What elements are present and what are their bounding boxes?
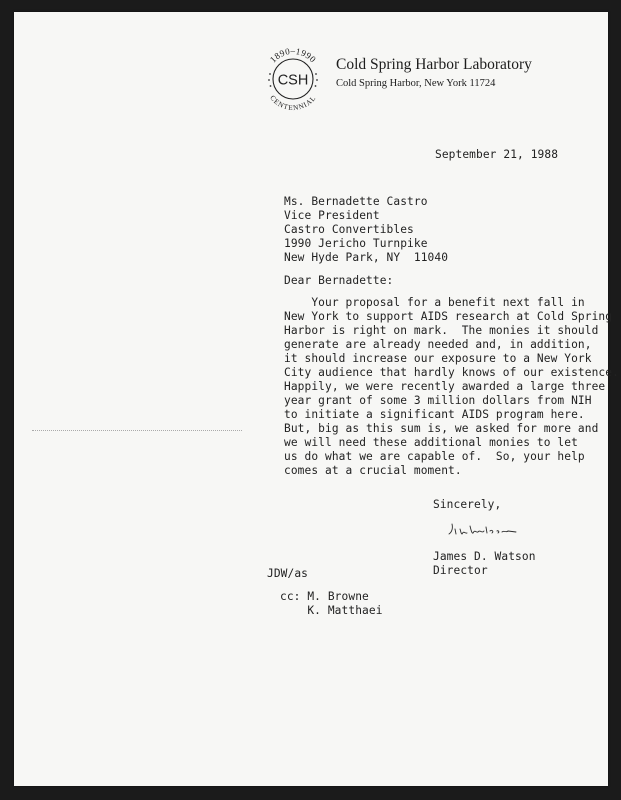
recipient-line: Ms. Bernadette Castro bbox=[284, 195, 428, 208]
cc-line: cc: M. Browne bbox=[280, 590, 369, 603]
body-line: to initiate a significant AIDS program here. bbox=[284, 408, 585, 421]
svg-text:1890–1990: 1890–1990 bbox=[267, 46, 319, 65]
body-line: it should increase our exposure to a New York bbox=[284, 352, 592, 365]
signer-name: James D. Watson bbox=[433, 550, 536, 563]
body-line: But, big as this sum is, we asked for more and bbox=[284, 422, 599, 435]
signer-title: Director bbox=[433, 564, 488, 577]
letter-page bbox=[14, 12, 619, 786]
centennial-seal-logo bbox=[258, 44, 328, 114]
body-line: Happily, we were recently awarded a large three bbox=[284, 380, 606, 393]
handwritten-signature bbox=[446, 520, 530, 538]
typist-initials: JDW/as bbox=[267, 567, 309, 580]
body-line: Harbor is right on mark. The monies it should bbox=[284, 324, 599, 337]
fold-mark bbox=[32, 430, 242, 431]
body-line: year grant of some 3 million dollars from NIH bbox=[284, 394, 592, 407]
body-line: comes at a crucial moment. bbox=[284, 464, 462, 477]
lab-address: Cold Spring Harbor, New York 11724 bbox=[336, 78, 496, 89]
recipient-line: New Hyde Park, NY 11040 bbox=[284, 251, 449, 264]
letter-date: September 21, 1988 bbox=[435, 148, 559, 161]
body-line: Your proposal for a benefit next fall in bbox=[284, 296, 585, 309]
svg-text:CENTENNIAL: CENTENNIAL bbox=[268, 93, 318, 113]
lab-name: Cold Spring Harbor Laboratory bbox=[336, 56, 532, 73]
body-line: generate are already needed and, in addition, bbox=[284, 338, 592, 351]
cc-line: K. Matthaei bbox=[280, 604, 383, 617]
body-line: us do what we are capable of. So, your help bbox=[284, 450, 585, 463]
recipient-line: Castro Convertibles bbox=[284, 223, 414, 236]
body-line: we will need these additional monies to let bbox=[284, 436, 578, 449]
body-line: City audience that hardly knows of our existence. bbox=[284, 366, 619, 379]
recipient-line: Vice President bbox=[284, 209, 380, 222]
closing: Sincerely, bbox=[433, 498, 502, 511]
recipient-line: 1990 Jericho Turnpike bbox=[284, 237, 428, 250]
body-line: New York to support AIDS research at Cold Spring bbox=[284, 310, 613, 323]
salutation: Dear Bernadette: bbox=[284, 274, 394, 287]
svg-text:CSH: CSH bbox=[277, 72, 309, 89]
